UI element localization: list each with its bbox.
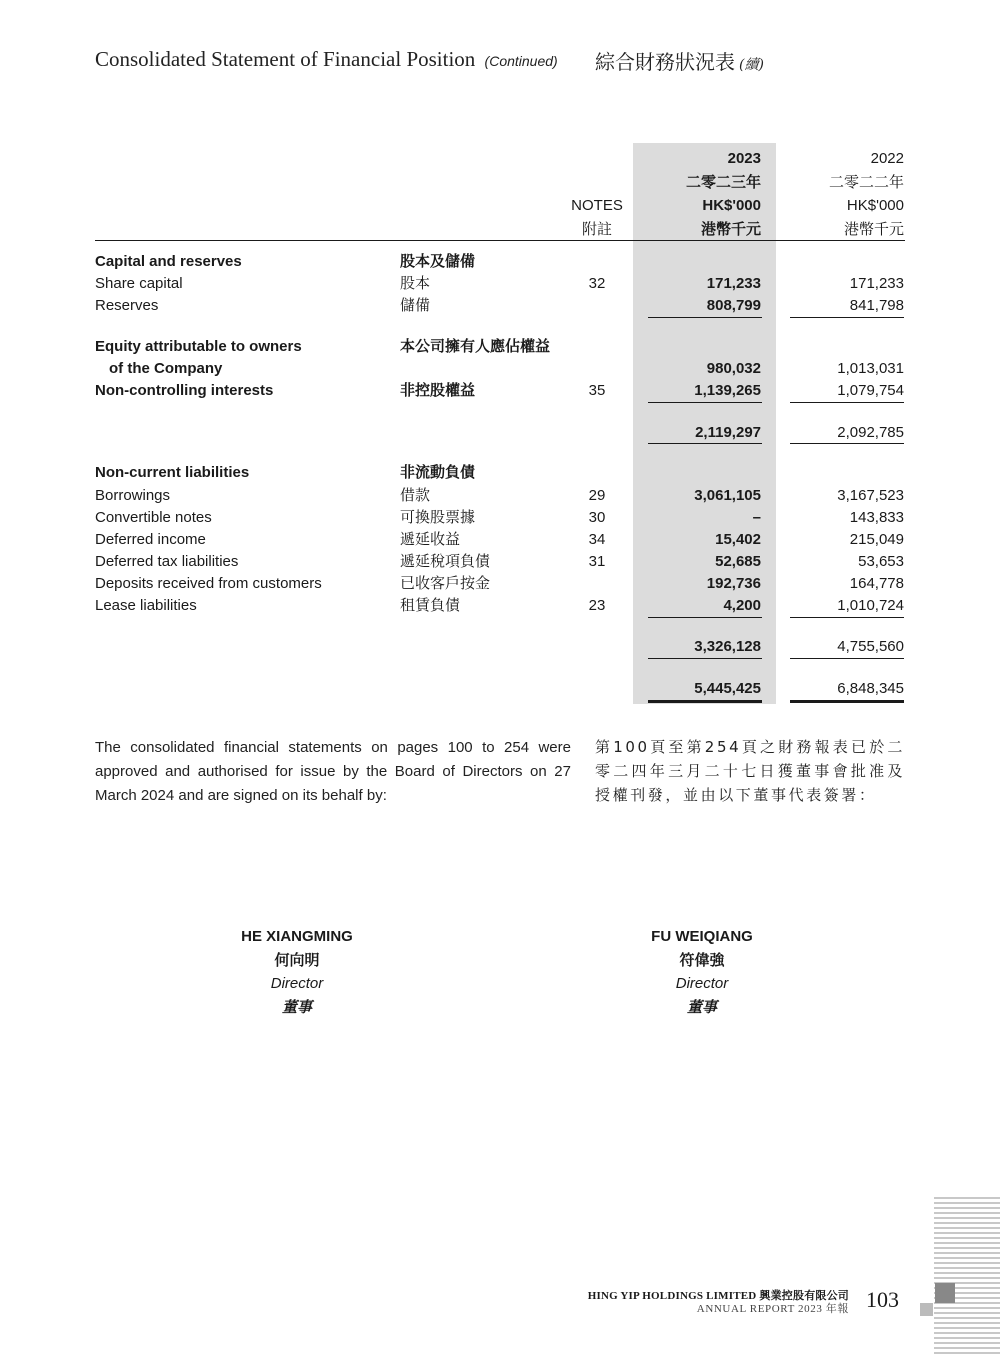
capital-heading-zh: 股本及儲備	[400, 253, 476, 270]
subtotal-rule-2023	[648, 658, 762, 659]
equity-total-2022: 2,092,785	[837, 424, 904, 441]
ncl-row-2022: 143,833	[849, 509, 904, 526]
ncl-row-label: Deferred income	[95, 531, 206, 548]
approval-text-en: The consolidated financial statements on pages 100 to 254 were approved and authorised for issue by the Board of Directors on 27 March 2024 and are signed on its behalf by:	[95, 739, 571, 804]
nci-note: 35	[588, 382, 606, 399]
ncl-row-2022: 215,049	[849, 531, 904, 548]
title-en: Consolidated Statement of Financial Position	[95, 47, 476, 71]
decorative-square	[935, 1283, 955, 1303]
continued-en: (Continued)	[484, 53, 558, 69]
ncl-row-label-zh: 遞延稅項負債	[400, 553, 491, 570]
equity-owners-label-zh: 本公司擁有人應佔權益	[400, 338, 551, 355]
ncl-row-note: 23	[588, 597, 606, 614]
share-capital-label-zh: 股本	[400, 275, 431, 292]
ncl-subtotal-2022: 4,755,560	[837, 638, 904, 655]
col-2022-year-zh: 二零二二年	[828, 174, 904, 191]
col-2023-year-zh: 二零二三年	[685, 174, 761, 191]
signatory-name-en: HE XIANGMING	[241, 928, 353, 945]
ncl-row-2022: 53,653	[858, 553, 904, 570]
grand-total-2022: 6,848,345	[837, 680, 904, 697]
grand-total-double-rule-2023	[648, 700, 762, 703]
equity-total-2023: 2,119,297	[695, 424, 761, 441]
nci-label: Non-controlling interests	[95, 382, 274, 399]
nci-label-zh: 非控股權益	[400, 382, 476, 399]
reserves-rule-2022	[790, 317, 904, 318]
col-2022-year: 2022	[870, 150, 904, 167]
ncl-row-label: Deposits received from customers	[95, 575, 322, 592]
equity-owners-label: Equity attributable to owners	[95, 338, 302, 355]
decorative-stripes	[934, 1197, 1000, 1357]
ncl-rule-2023	[648, 617, 762, 618]
signatory-title-zh: 董事	[281, 998, 312, 1016]
ncl-row-note: 34	[588, 531, 606, 548]
reserves-label-zh: 儲備	[400, 297, 431, 314]
reserves-label: Reserves	[95, 297, 159, 314]
share-capital-note: 32	[588, 275, 606, 292]
signatory-he	[197, 925, 397, 1019]
page-title-zh	[595, 46, 764, 75]
signatory-title-en: Director	[675, 975, 729, 992]
reserves-2022: 841,798	[849, 297, 904, 314]
signatory-name-zh: 符偉強	[679, 951, 725, 969]
ncl-row-label-zh: 遞延收益	[400, 531, 461, 548]
nci-rule-2023	[648, 402, 762, 403]
capital-heading-en: Capital and reserves	[95, 253, 242, 270]
grand-total-2023: 5,445,425	[694, 680, 761, 697]
share-capital-2022: 171,233	[849, 275, 904, 292]
ncl-row-2022: 1,010,724	[837, 597, 904, 614]
continued-zh: (續)	[739, 57, 764, 73]
col-2022-unit: HK$'000	[846, 197, 904, 214]
ncl-row-2023: 192,736	[706, 575, 761, 592]
ncl-row-2022: 164,778	[849, 575, 904, 592]
ncl-row-label-zh: 租賃負債	[400, 597, 461, 614]
ncl-row-label: Borrowings	[95, 487, 171, 504]
nci-2022: 1,079,754	[837, 382, 904, 399]
ncl-row-note: 29	[588, 487, 606, 504]
ncl-subtotal-2023: 3,326,128	[694, 638, 761, 655]
ncl-row-2023: 52,685	[715, 553, 761, 570]
footer-company: HING YIP HOLDINGS LIMITED 興業控股有限公司	[587, 1290, 849, 1302]
equity-owners-2022: 1,013,031	[837, 360, 904, 377]
col-notes-zh: 附註	[581, 221, 612, 238]
share-capital-2023: 171,233	[706, 275, 761, 292]
header-rule	[95, 240, 905, 241]
signatory-name-en: FU WEIQIANG	[651, 928, 753, 945]
col-2023-unit: HK$'000	[702, 197, 761, 214]
nci-2023: 1,139,265	[694, 382, 761, 399]
ncl-row-label-zh: 借款	[400, 487, 431, 504]
col-2022-unit-zh: 港幣千元	[843, 221, 904, 238]
ncl-row-2023: 15,402	[715, 531, 761, 548]
signatory-title-zh: 董事	[686, 998, 717, 1016]
equity-owners-label-2: of the Company	[109, 360, 223, 377]
signatory-name-zh: 何向明	[274, 951, 320, 969]
footer-report: ANNUAL REPORT 2023 年報	[696, 1303, 849, 1315]
nci-rule-2022	[790, 402, 904, 403]
page-title-en	[95, 47, 558, 72]
ncl-row-label-zh: 可換股票據	[400, 509, 476, 526]
ncl-row-2022: 3,167,523	[837, 487, 904, 504]
col-notes-en: NOTES	[571, 197, 623, 214]
share-capital-label: Share capital	[95, 275, 183, 292]
ncl-heading-en: Non-current liabilities	[95, 464, 250, 481]
decorative-square-small	[920, 1303, 933, 1316]
signatory-fu	[602, 925, 802, 1019]
ncl-rule-2022	[790, 617, 904, 618]
ncl-row-2023: –	[752, 509, 761, 526]
reserves-2023: 808,799	[706, 297, 761, 314]
page-number: 103	[866, 1287, 899, 1312]
subtotal-rule-2022	[790, 658, 904, 659]
ncl-row-note: 31	[588, 553, 606, 570]
ncl-row-label: Deferred tax liabilities	[95, 553, 239, 570]
approval-text-zh: 第100頁至第254頁之財務報表已於二零二四年三月二十七日獲董事會批准及授權刊發，並由以下董事代表簽署：	[595, 738, 905, 804]
equity-owners-2023: 980,032	[706, 360, 761, 377]
title-zh: 綜合財務狀況表	[595, 50, 735, 74]
ncl-heading-zh: 非流動負債	[400, 464, 476, 481]
col-2023-unit-zh: 港幣千元	[700, 221, 761, 238]
ncl-row-2023: 3,061,105	[694, 487, 761, 504]
ncl-row-label-zh: 已收客戶按金	[400, 575, 491, 592]
ncl-row-2023: 4,200	[723, 597, 761, 614]
ncl-row-note: 30	[588, 509, 606, 526]
signatory-title-en: Director	[270, 975, 324, 992]
ncl-row-label: Convertible notes	[95, 509, 212, 526]
reserves-rule-2023	[648, 317, 762, 318]
ncl-row-label: Lease liabilities	[95, 597, 197, 614]
equity-total-rule-2023	[648, 443, 762, 444]
equity-total-rule-2022	[790, 443, 904, 444]
grand-total-double-rule-2022	[790, 700, 904, 703]
col-2023-year: 2023	[727, 150, 761, 167]
